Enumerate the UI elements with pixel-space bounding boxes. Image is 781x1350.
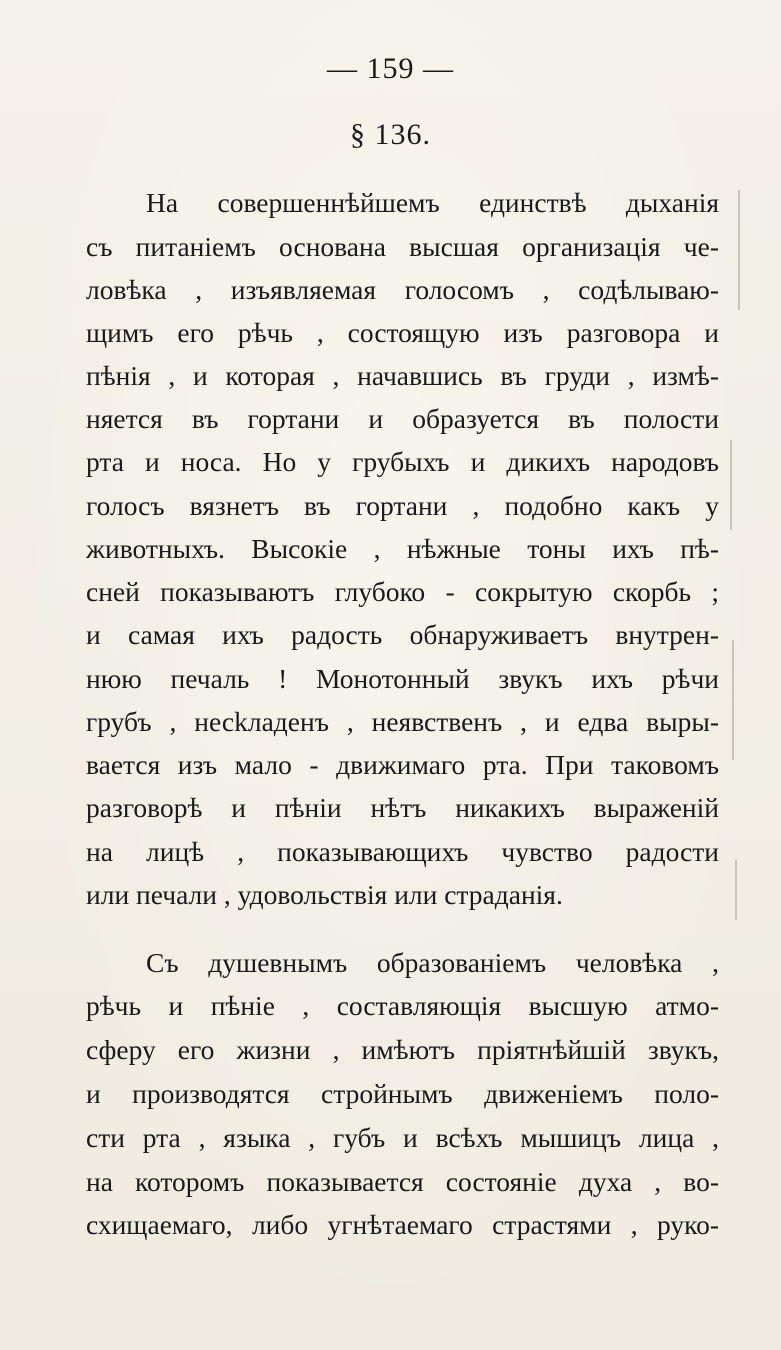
page-edge-mark [735,860,737,920]
paragraph-2-line-7: схищаемаго, либо угнѣтаемаго страстями , руко- [86,1209,719,1240]
paragraph-1-line-10: сней показываютъ глубоко - сокрытую скорбь ; [86,576,719,607]
paragraph-2-line-3: сферу его жизни , имѣютъ пріятнѣйшій звукъ, [86,1034,719,1065]
page-number: — 159 — [327,52,454,85]
paragraph-2-line-2: рѣчь и пѣніе , составляющія высшую атмо- [86,990,719,1021]
paragraph-1-line-11: и самая ихъ радость обнаруживаетъ внутрен- [86,619,719,650]
paragraph-2-line-4: и производятся стройнымъ движеніемъ поло- [86,1078,719,1109]
paragraph-1-line-8: голосъ вязнетъ въ гортани , подобно какъ у [86,490,719,521]
paragraph-2-line-6: на которомъ показывается состояніе духа , во- [86,1166,719,1197]
paragraph-2-line-5: сти рта , языка , губъ и всѣхъ мышицъ лица , [86,1122,719,1153]
paragraph-1-line-4: щимъ его рѣчь , состоящую изъ разговора и [86,317,719,348]
page-edge-mark [730,440,732,530]
paragraph-1-line-15: разговорѣ и пѣніи нѣтъ никакихъ выраженій [86,792,719,823]
page-edge-mark [738,190,740,310]
paragraph-1-line-17: или печали , удовольствія или страданія. [86,879,563,910]
page-edge-mark [732,640,734,760]
paragraph-1-line-16: на лицѣ , показывающихъ чувство радости [86,836,719,867]
paragraph-1-line-1: На совершеннѣйшемъ единствѣ дыханія [146,187,719,218]
paragraph-1-line-12: нюю печаль ! Монотонный звукъ ихъ рѣчи [86,663,719,694]
paragraph-1-line-9: животныхъ. Высокіе , нѣжные тоны ихъ пѣ- [86,533,719,564]
paragraph-1-line-6: няется въ гортани и образуется въ полости [86,403,719,434]
section-heading: § 136. [350,118,431,151]
paragraph-1-line-7: рта и носа. Но у грубыхъ и дикихъ народовъ [86,446,719,477]
paragraph-1-line-13: грубъ , несkладенъ , неявственъ , и едва выры- [86,706,719,737]
paragraph-2-line-1: Съ душевнымъ образованіемъ человѣка , [146,947,719,978]
paragraph-1-line-5: пѣнія , и которая , начавшись въ груди , измѣ- [86,360,719,391]
paragraph-1-line-14: вается изъ мало - движимаго рта. При таковомъ [86,749,719,780]
paragraph-1-line-2: съ питаніемъ основана высшая организація че- [86,231,719,262]
paragraph-1-line-3: ловѣка , изъявляемая голосомъ , содѣлываю- [86,274,719,305]
